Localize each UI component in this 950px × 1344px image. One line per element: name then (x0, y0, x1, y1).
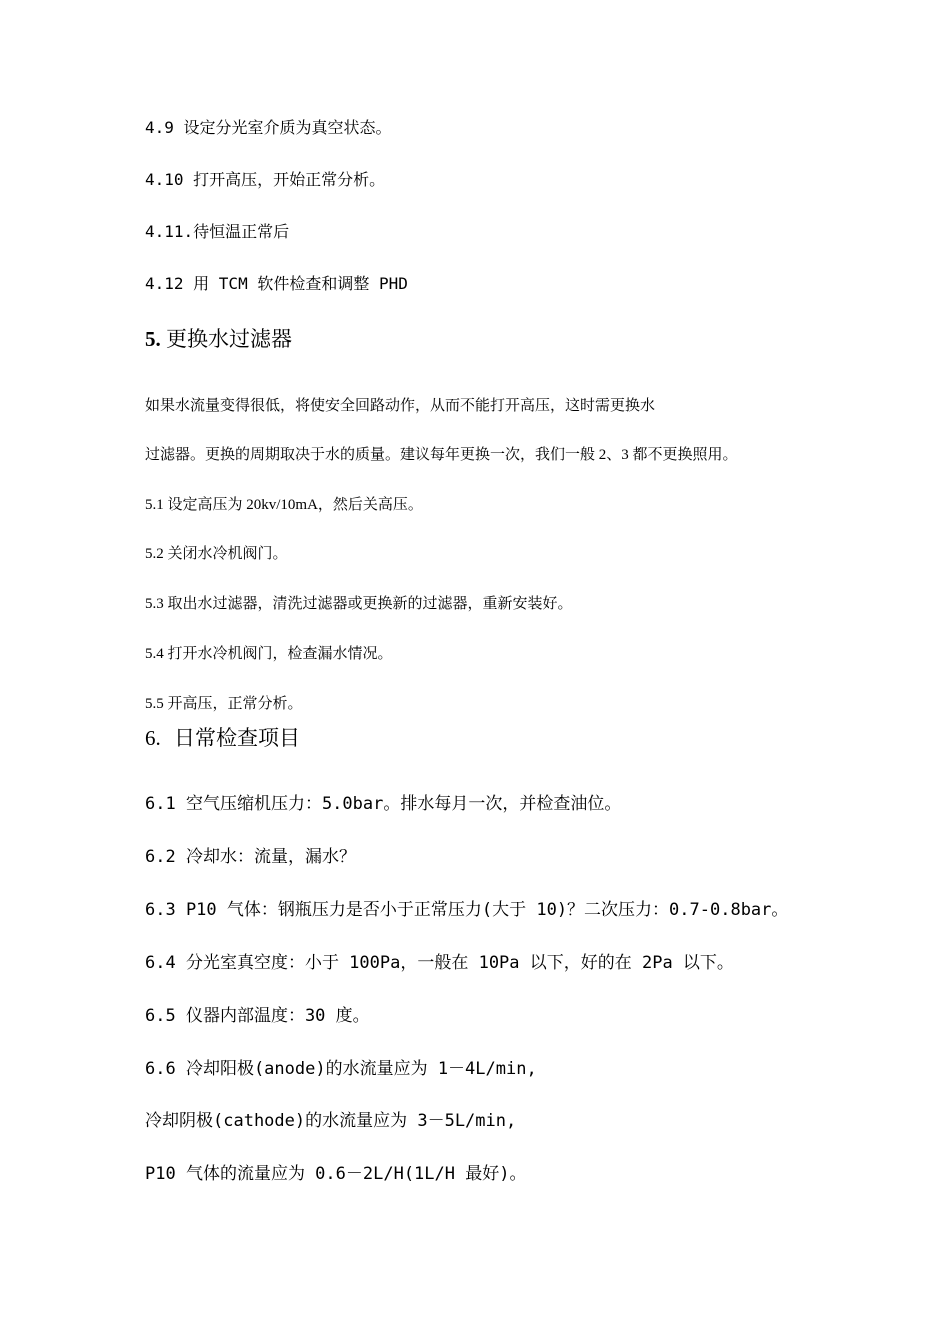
check-6-1: 6.1 空气压缩机压力：5.0bar。排水每月一次，并检查油位。 (145, 794, 622, 814)
step-4-9: 4.9 设定分光室介质为真空状态。 (145, 118, 392, 137)
check-6-6-p10-flow: P10 气体的流量应为 0.6－2L/H(1L/H 最好)。 (145, 1164, 527, 1184)
check-6-4: 6.4 分光室真空度：小于 100Pa，一般在 10Pa 以下，好的在 2Pa 以下。 (145, 953, 734, 973)
check-6-2: 6.2 冷却水：流量，漏水？ (145, 847, 356, 867)
step-4-10: 4.10 打开高压，开始正常分析。 (145, 170, 386, 189)
section-5-title: 更换水过滤器 (166, 327, 292, 351)
check-6-3: 6.3 P10 气体：钢瓶压力是否小于正常压力(大于 10)？二次压力：0.7-0.8bar。 (145, 900, 789, 920)
step-4-12: 4.12 用 TCM 软件检查和调整 PHD (145, 274, 408, 293)
step-5-3: 5.3 取出水过滤器，清洗过滤器或更换新的过滤器，重新安装好。 (145, 596, 573, 612)
step-5-1: 5.1 设定高压为 20kv/10mA，然后关高压。 (145, 497, 423, 513)
step-5-2: 5.2 关闭水冷机阀门。 (145, 546, 288, 562)
step-5-5: 5.5 开高压，正常分析。 (145, 696, 303, 712)
check-6-6-cathode: 冷却阴极(cathode)的水流量应为 3－5L/min, (145, 1111, 517, 1131)
section-6-title: 日常检查项目 (174, 726, 300, 750)
check-6-5: 6.5 仪器内部温度：30 度。 (145, 1006, 370, 1026)
check-6-6: 6.6 冷却阳极(anode)的水流量应为 1－4L/min, (145, 1059, 537, 1079)
section-5-number: 5. (145, 327, 161, 351)
section-6-number: 6. (145, 726, 161, 750)
section-5-intro-line-2: 过滤器。更换的周期取决于水的质量。建议每年更换一次，我们一般 2、3 都不更换照用。 (145, 447, 738, 463)
section-6-heading (145, 728, 300, 749)
step-5-4: 5.4 打开水冷机阀门，检查漏水情况。 (145, 646, 393, 662)
section-5-heading (145, 329, 292, 350)
step-4-11: 4.11.待恒温正常后 (145, 222, 290, 241)
section-5-intro-line-1: 如果水流量变得很低，将使安全回路动作，从而不能打开高压，这时需更换水 (145, 398, 656, 414)
